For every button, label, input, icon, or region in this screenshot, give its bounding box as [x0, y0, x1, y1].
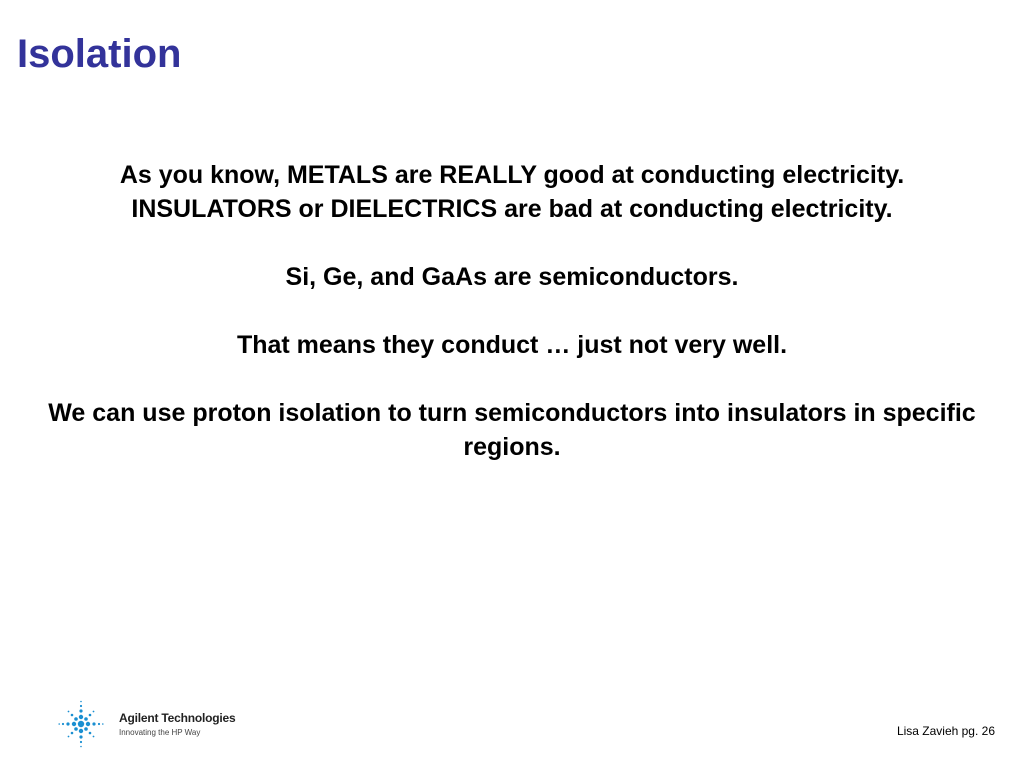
- slide-body: [30, 158, 994, 464]
- slide-title: Isolation: [17, 32, 182, 76]
- body-line-proton-isolation: We can use proton isolation to turn semiconductors into insulators in specific regions.: [48, 399, 976, 461]
- body-line-metals: As you know, METALS are REALLY good at conducting electricity.: [119, 161, 905, 189]
- line-gap: [30, 362, 994, 396]
- line-gap: [30, 294, 994, 328]
- body-line-conduct: That means they conduct … just not very well.: [236, 331, 788, 359]
- footer-credit: Lisa Zavieh pg. 26: [896, 724, 995, 738]
- body-line-insulators: INSULATORS or DIELECTRICS are bad at conducting electricity.: [131, 195, 893, 223]
- agilent-logo: [58, 698, 248, 750]
- agilent-spark-icon: [58, 698, 104, 750]
- body-line-semiconductors: Si, Ge, and GaAs are semiconductors.: [285, 263, 739, 291]
- logo-company-name: Agilent Technologies: [119, 711, 236, 725]
- line-gap: [30, 226, 994, 260]
- logo-tagline: Innovating the HP Way: [119, 728, 201, 737]
